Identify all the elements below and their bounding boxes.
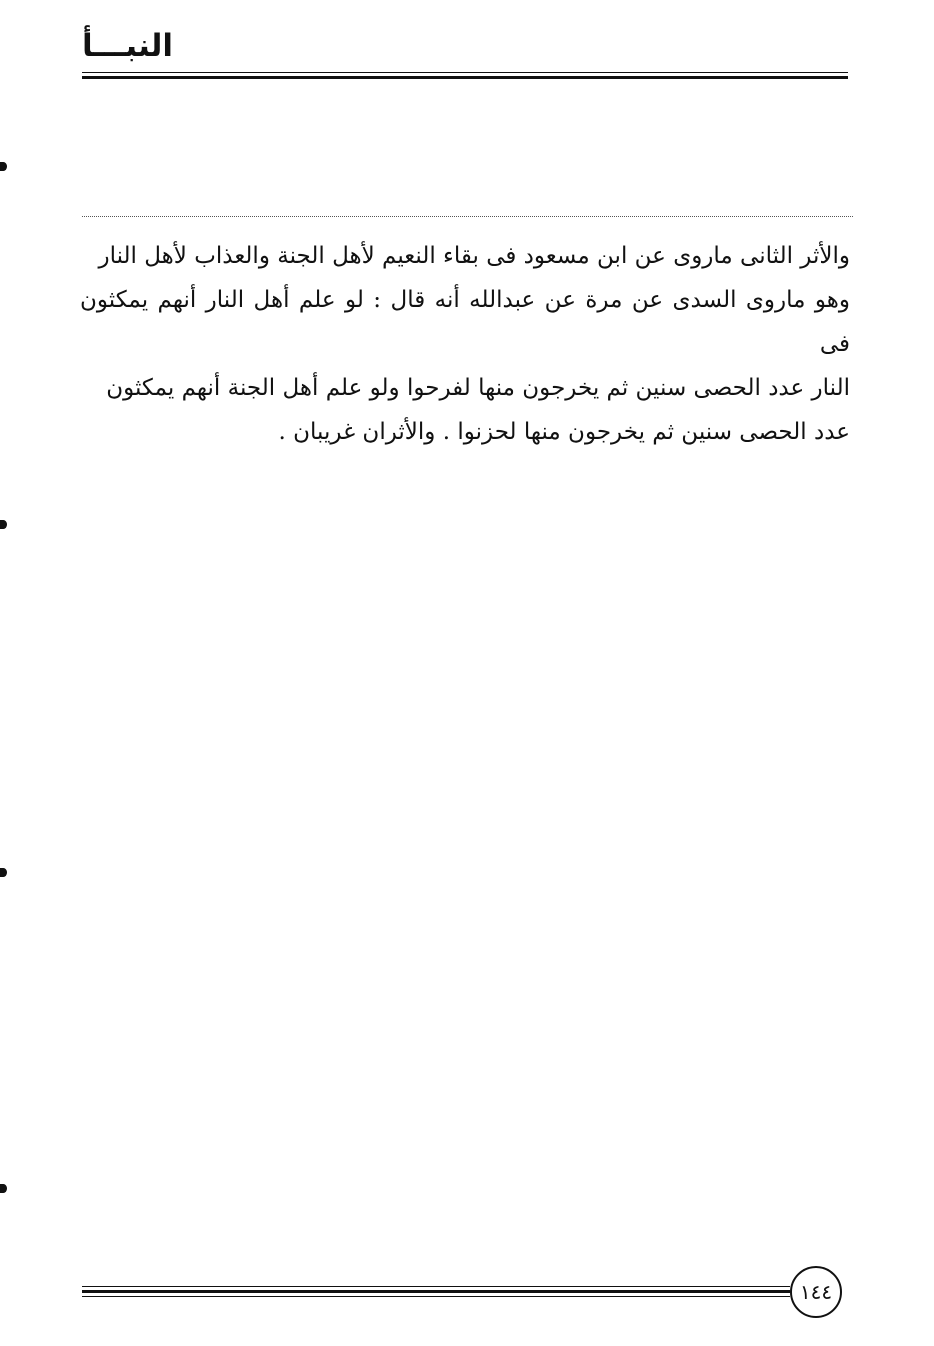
footer-rule-bottom (82, 1296, 790, 1297)
header-rule-bottom (82, 76, 848, 79)
binding-mark (0, 520, 7, 529)
binding-mark (0, 1184, 7, 1193)
footer-rule-middle (82, 1290, 790, 1293)
footer-rule-top (82, 1286, 790, 1287)
header-rule-top (82, 72, 848, 73)
running-header-title: النبـــأ (82, 28, 174, 64)
body-paragraph: والأثر الثانى ماروى عن ابن مسعود فى بقاء النعيم لأهل الجنة والعذاب لأهل النار وهو ماروى السدى عن مرة عن عبدالله أنه قال : لو علم أهل النار أنهم يمكثون فى النار عدد الحصى سنين ثم يخرجون منها لفرحوا ولو علم أهل الجنة أنهم يمكثون عدد الحصى سنين ثم يخرجون منها لحزنوا . والأثران غريبان . (80, 243, 850, 445)
page-number-badge: ١٤٤ (790, 1266, 842, 1318)
binding-mark (0, 162, 7, 171)
text-separator (82, 216, 853, 217)
binding-mark (0, 868, 7, 877)
